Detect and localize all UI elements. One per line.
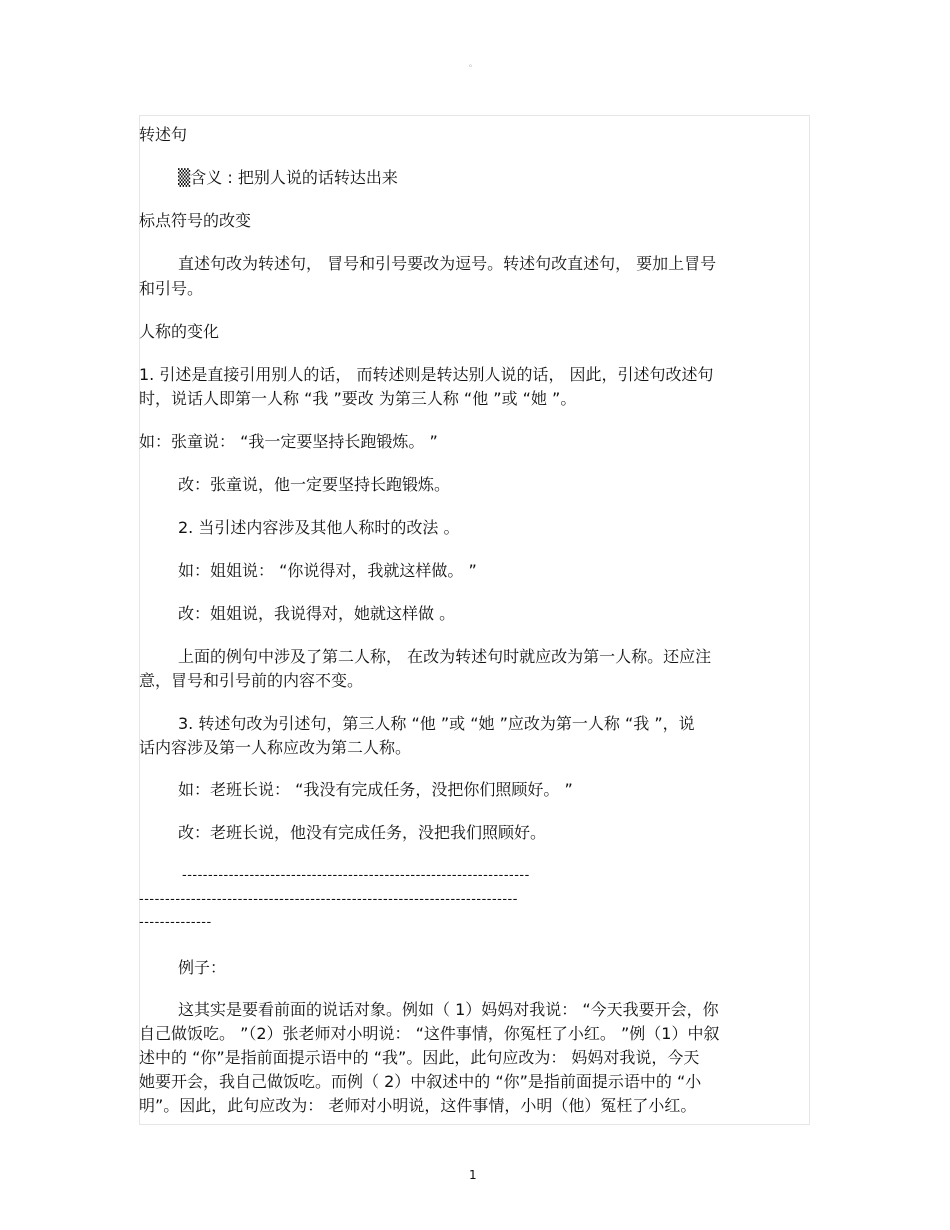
rule1-line-1: 1. 引述是直接引用别人的话， 而转述则是转达别人说的话， 因此，引述句改述句	[139, 365, 714, 384]
meaning-line: ▒含义 : 把别人说的话转达出来	[178, 168, 398, 187]
separator-line-3: --------------	[139, 915, 212, 930]
explanation-line-1: 这其实是要看前面的说话对象。例如（ 1）妈妈对我说： “今天我要开会，你	[178, 1000, 719, 1019]
rule1-line-2: 时，说话人即第一人称 “我 ”要改 为第三人称 “他 ”或 “她 ”。	[139, 389, 577, 408]
example1: 如：张童说： “我一定要坚持长跑锻炼。 ”	[139, 432, 438, 451]
heading-person: 人称的变化	[139, 322, 220, 341]
example3: 如：老班长说： “我没有完成任务，没把你们照顾好。 ”	[178, 780, 573, 799]
explanation-line-5: 明”。因此，此句应改为： 老师对小明说，这件事情，小明（他）冤枉了小红。	[139, 1096, 697, 1115]
example1-fix: 改：张童说，他一定要坚持长跑锻炼。	[178, 475, 451, 494]
note-line-2: 意，冒号和引号前的内容不变。	[139, 671, 364, 690]
example-heading: 例子：	[178, 958, 227, 977]
separator-line-1: -------------------------------------------------------------------	[182, 868, 530, 883]
doc-title: 转述句	[139, 125, 188, 144]
explanation-line-3: 述中的 “你”是指前面提示语中的 “我”。因此，此句应改为： 妈妈对我说，今天	[139, 1048, 700, 1067]
punct-paragraph-line-1: 直述句改为转述句， 冒号和引号要改为逗号。转述句改直述句， 要加上冒号	[178, 254, 717, 273]
heading-punctuation: 标点符号的改变	[139, 211, 252, 230]
separator-line-2: -------------------------------------------------------------------------	[139, 892, 518, 907]
example2-fix: 改：姐姐说，我说得对，她就这样做 。	[178, 604, 456, 623]
note-line-1: 上面的例句中涉及了第二人称， 在改为转述句时就应改为第一人称。还应注	[178, 647, 712, 666]
example3-fix: 改：老班长说，他没有完成任务，没把我们照顾好。	[178, 823, 547, 842]
page-number: 1	[469, 1168, 477, 1182]
rule3-line-2: 话内容涉及第一人称应改为第二人称。	[139, 738, 412, 757]
rule2: 2. 当引述内容涉及其他人称时的改法 。	[178, 518, 460, 537]
explanation-line-2: 自己做饭吃。 ”（2）张老师对小明说： “这件事情，你冤枉了小红。 ”例（1）中叙	[139, 1024, 720, 1043]
rule3-line-1: 3. 转述句改为引述句，第三人称 “他 ”或 “她 ”应改为第一人称 “我 ”，说	[178, 714, 695, 733]
example2: 如：姐姐说： “你说得对，我就这样做。 ”	[178, 561, 477, 580]
explanation-line-4: 她要开会，我自己做饭吃。而例（ 2）中叙述中的 “你”是指前面提示语中的 “小	[139, 1072, 702, 1091]
punct-paragraph-line-2: 和引号。	[139, 279, 204, 298]
header-mark: 。	[469, 59, 477, 68]
